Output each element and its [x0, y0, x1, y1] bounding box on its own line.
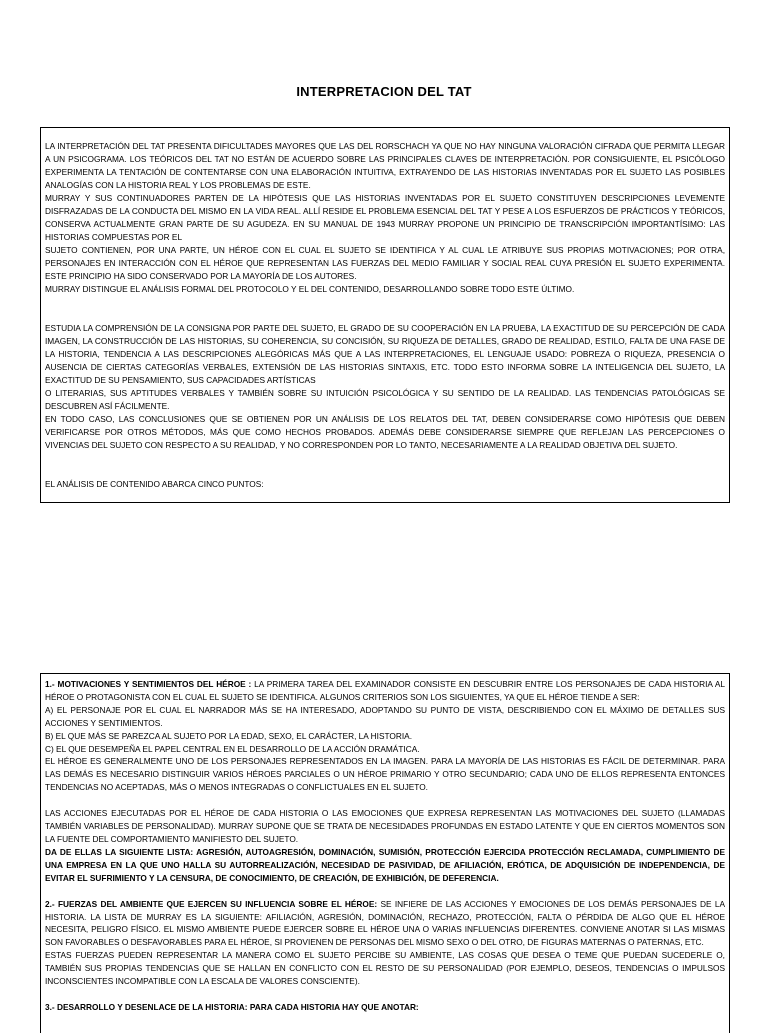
- paragraph-hero-principle: SUJETO CONTIENEN, POR UNA PARTE, UN HÉROE CON EL CUAL EL SUJETO SE IDENTIFICA Y AL CUAL LE ATRIBUYE SUS PROPIAS MOTIVACIONES; POR OTRA, PERSONAJES EN INTERACCIÓN CON EL HÉROE QUE REPRESENTAN LAS FUERZAS DEL MEDIO FAMILIAR Y SOCIAL REAL CUYA PRESIÓN EL SUJETO EXPERIMENTA. ESTE PRINCIPIO HA SIDO CONSERVADO POR LA MAYORÍA DE LOS AUTORES.: [45, 245, 725, 281]
- intro-text-box: [40, 127, 730, 503]
- section-1-intro: [45, 678, 725, 704]
- section-3-intro: [45, 1001, 725, 1014]
- paragraph-hero-actions: LAS ACCIONES EJECUTADAS POR EL HÉROE DE CADA HISTORIA O LAS EMOCIONES QUE EXPRESA REPRESENTAN LAS MOTIVACIONES DEL SUJETO (LLAMADAS TAMBIÉN VARIABLES DE PERSONALIDAD). MURRAY SUPONE QUE SE TRATA DE NECESIDADES PROFUNDAS EN ESTADO LATENTE Y QUE EN CIERTOS MOMENTOS SON LA FUENTE DEL COMPORTAMIENTO MANIFIESTO DEL SUJETO.: [45, 808, 725, 844]
- criterion-a: A) EL PERSONAJE POR EL CUAL EL NARRADOR MÁS SE HA INTERESADO, ADOPTANDO SU PUNTO DE VISTA, DESCRIBIENDO CON EL MÁXIMO DE DETALLES SUS ACCIONES Y SENTIMIENTOS.: [45, 704, 725, 728]
- paragraph-murray-hypothesis: MURRAY Y SUS CONTINUADORES PARTEN DE LA HIPÓTESIS QUE LAS HISTORIAS INVENTADAS POR EL SUJETO CONSTITUYEN DESCRIPCIONES LEVEMENTE DISFRAZADAS DE LA CONDUCTA DEL MISMO EN LA VIDA REAL. ALLÍ RESIDE EL PROBLEMA ESENCIAL DEL TAT Y PESE A LOS ESFUERZOS DE PRÁCTICOS Y TEÓRICOS, CONSERVA ACTUALMENTE GRAN PARTE DE SU AGUDEZA. EN SU MANUAL DE 1943 MURRAY PROPONE UN PRINCIPIO DE TRANSCRIPCIÓN IMPORTANTÍSIMO: LAS HISTORIAS COMPUESTAS POR EL: [45, 193, 725, 242]
- section-2-text: SE INFIERE DE LAS ACCIONES Y EMOCIONES DE LOS DEMÁS PERSONAJES DE LA HISTORIA. LA LISTA DE MURRAY ES LA SIGUIENTE: AFILIACIÓN, AGRESIÓN, DOMINACIÓN, RECHAZO, PROTECCIÓN, FALTA O PÉRDIDA DE ALGO QUE EL HÉROE NECESITA, PELIGRO FÍSICO. EL MISMO AMBIENTE PUEDE EJERCER SOBRE EL HÉROE UNA O VARIAS INFLUENCIAS DIFERENTES. CONVIENE ANOTAR SI LAS MISMAS SON FAVORABLES O DESFAVORABLES PARA EL HÉROE, SI PROVIENEN DE PERSONAS DEL MISMO SEXO O DEL OTRO, DE FIGURAS MATERNAS O PATERNAS, ETC.: [45, 898, 726, 948]
- paragraph-intro: LA INTERPRETACIÓN DEL TAT PRESENTA DIFICULTADES MAYORES QUE LAS DEL RORSCHACH YA QUE NO HAY NINGUNA VALORACIÓN CIFRADA QUE PERMITA LLEGAR A UN PSICOGRAMA. LOS TEÓRICOS DEL TAT NO ESTÁN DE ACUERDO SOBRE LAS PRINCIPALES CLAVES DE INTERPRETACIÓN. POR CONSIGUIENTE, EL PSICÓLOGO EXPERIMENTA LA TENTACIÓN DE CONTENTARSE CON UNA ELABORACIÓN INTUITIVA, EXTRAYENDO DE LAS HISTORIAS INVENTADAS POR EL SUJETO LAS POSIBLES ANALOGÍAS CON LA HISTORIA REAL Y LOS PROBLEMAS DE ESTE.: [45, 141, 725, 190]
- paragraph-forces: ESTAS FUERZAS PUEDEN REPRESENTAR LA MANERA COMO EL SUJETO PERCIBE SU AMBIENTE, LAS COSAS QUE DESEA O TEME QUE PUEDAN SUCEDERLE O, TAMBIÉN SUS PROPIAS TENDENCIAS QUE SE HALLAN EN CONFLICTO CON EL RESTO DE SU PERSONALIDAD (POR EJEMPLO, DESEOS, TENDENCIAS O IMPULSOS INCONSCIENTES INCOMPATIBLE CON LA ESCALA DE VALORES CONSCIENTE).: [45, 950, 725, 987]
- section-1-heading: 1.- MOTIVACIONES Y SENTIMIENTOS DEL HÉROE :: [45, 679, 252, 689]
- section-3-heading: 3.- DESARROLLO Y DESENLACE DE LA HISTORIA: PARA CADA HISTORIA HAY QUE ANOTAR:: [45, 1001, 419, 1012]
- paragraph-formal-study: ESTUDIA LA COMPRENSIÓN DE LA CONSIGNA POR PARTE DEL SUJETO, EL GRADO DE SU COOPERACIÓN EN LA PRUEBA, LA EXACTITUD DE SU PERCEPCIÓN DE CADA IMAGEN, LA CONSTRUCCIÓN DE LAS HISTORIAS, SU COHERENCIA, SU CONCISIÓN, SU RIQUEZA DE DETALLES, GRADO DE REALIDAD, ESTILO, FALTA DE UNA FASE DE LA HISTORIA, TENDENCIA A LAS DESCRIPCIONES ALEGÓRICAS MÁS QUE A LAS INTERPRETACIONES, EL LENGUAJE USADO: POBREZA O RIQUEZA, PRESENCIA O AUSENCIA DE CIERTAS CATEGORÍAS VERBALES, EXTENSIÓN DE LAS HISTORIAS SINTAXIS, ETC. TODO ESTO INFORMA SOBRE LA INTELIGENCIA DEL SUJETO, LA EXACTITUD DE SU PENSAMIENTO, SUS CAPACIDADES ARTÍSTICAS: [45, 323, 725, 385]
- content-analysis-box: [40, 673, 730, 1033]
- section-2-intro: [45, 898, 725, 950]
- section-1-text: LA PRIMERA TAREA DEL EXAMINADOR CONSISTE EN DESCUBRIR ENTRE LOS PERSONAJES DE CADA HISTORIA AL HÉROE O PROTAGONISTA CON EL CUAL EL SUJETO SE IDENTIFICA. ALGUNOS CRITERIOS SON LOS SIGUIENTES, YA QUE EL HÉROE TIENDE A SER:: [45, 679, 725, 702]
- paragraph-needs-list: [45, 846, 725, 885]
- paragraph-conclusions: EN TODO CASO, LAS CONCLUSIONES QUE SE OBTIENEN POR UN ANÁLISIS DE LOS RELATOS DEL TAT, DEBEN CONSIDERARSE COMO HIPÓTESIS QUE DEBEN VERIFICARSE POR OTROS MÉTODOS, MÁS QUE COMO HECHOS PROBADOS. ADEMÁS DEBE CONSIDERARSE SIEMPRE QUE REFLEJAN LAS PERCEPCIONES O VIVENCIAS DEL SUJETO CON RESPECTO A SU REALIDAD, Y NO CORRESPONDEN POR LO TANTO, NECESARIAMENTE A LA REALIDAD OBJETIVA DEL SUJETO.: [45, 414, 725, 450]
- needs-list-bold: DA DE ELLAS LA SIGUIENTE LISTA: AGRESIÓN, AUTOAGRESIÓN, DOMINACIÓN, SUMISIÓN, PROTECCIÓN EJERCIDA PROTECCIÓN RECLAMADA, CUMPLIMIENTO DE UNA EMPRESA EN LA QUE UNO HALLA SU AUTORREALIZACIÓN, NECESIDAD DE PASIVIDAD, DE AFILIACIÓN, ERÓTICA, DE ADQUISICIÓN DE INDEPENDENCIA, DE EVITAR EL SUFRIMIENTO Y LA CENSURA, DE CONOCIMIENTO, DE CREACIÓN, DE EXHIBICIÓN, DE DEFERENCIA.: [45, 846, 725, 883]
- criterion-b: B) EL QUE MÁS SE PAREZCA AL SUJETO POR LA EDAD, SEXO, EL CARÁCTER, LA HISTORIA.: [45, 730, 413, 741]
- criterion-c: C) EL QUE DESEMPEÑA EL PAPEL CENTRAL EN EL DESARROLLO DE LA ACCIÓN DRAMÁTICA.: [45, 743, 420, 754]
- paragraph-hero-generally: EL HÉROE ES GENERALMENTE UNO DE LOS PERSONAJES REPRESENTADOS EN LA IMAGEN. PARA LA MAYORÍA DE LAS HISTORIAS ES FÁCIL DE DETERMINAR. PARA LAS DEMÁS ES NECESARIO DISTINGUIR VARIOS HÉROES PARCIALES O UN HÉROE PRIMARIO Y OTRO SECUNDARIO; CADA UNO DE ELLOS REPRESENTA ENTONCES TENDENCIAS NO ACEPTADAS, MÁS O MENOS INTEGRADAS O CONFLICTUALES EN EL SUJETO.: [45, 756, 725, 793]
- page-title: INTERPRETACION DEL TAT: [296, 84, 472, 99]
- paragraph-formal-analysis: MURRAY DISTINGUE EL ANÁLISIS FORMAL DEL PROTOCOLO Y EL DEL CONTENIDO, DESARROLLANDO SOBRE TODO ESTE ÚLTIMO.: [45, 284, 575, 294]
- section-2-heading: 2.- FUERZAS DEL AMBIENTE QUE EJERCEN SU INFLUENCIA SOBRE EL HÉROE:: [45, 898, 378, 909]
- paragraph-five-points: EL ANÁLISIS DE CONTENIDO ABARCA CINCO PUNTOS:: [45, 479, 264, 489]
- paragraph-aptitudes: O LITERARIAS, SUS APTITUDES VERBALES Y TAMBIÉN SOBRE SU INTUICIÓN PSICOLÓGICA Y SU SENTIDO DE LA REALIDAD. LAS TENDENCIAS PATOLÓGICAS SE DESCUBREN ASÍ FÁCILMENTE.: [45, 388, 725, 411]
